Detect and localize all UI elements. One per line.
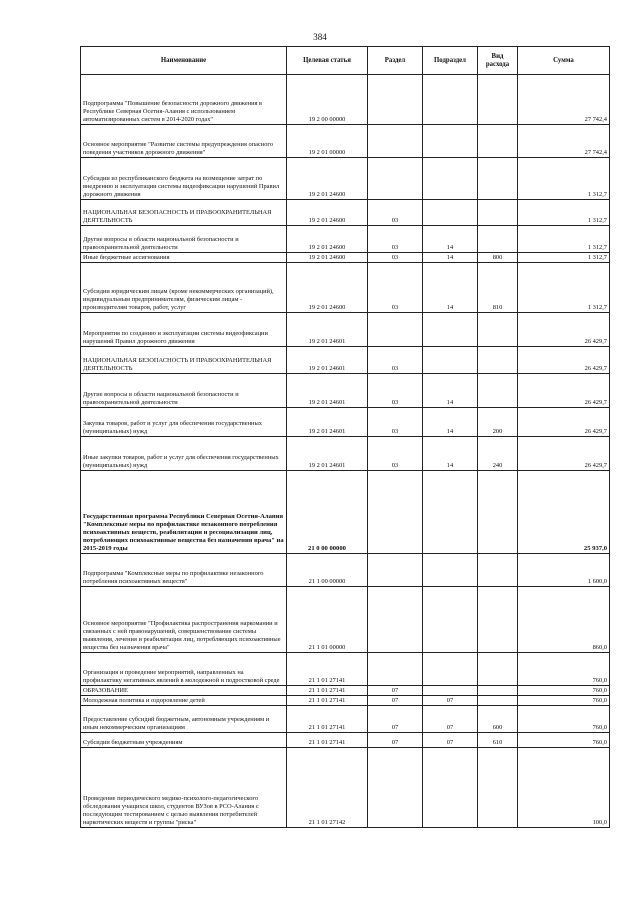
cell-expense-type	[478, 158, 518, 200]
table-row	[81, 471, 610, 554]
table-row	[81, 313, 610, 347]
cell-section: 03	[368, 253, 423, 263]
cell-expense-type	[478, 313, 518, 347]
cell-article: 21 1 00 00000	[287, 554, 368, 587]
cell-subsection	[423, 554, 478, 587]
cell-expense-type	[478, 696, 518, 706]
cell-subsection: 14	[423, 374, 478, 408]
cell-expense-type	[478, 75, 518, 125]
cell-amount: 27 742,4	[518, 75, 610, 125]
cell-expense-type	[478, 374, 518, 408]
cell-amount: 760,0	[518, 696, 610, 706]
cell-name: ОБРАЗОВАНИЕ	[81, 686, 287, 696]
cell-expense-type: 810	[478, 263, 518, 313]
cell-amount: 26 429,7	[518, 408, 610, 437]
cell-article: 21 1 01 27141	[287, 653, 368, 686]
cell-expense-type: 800	[478, 253, 518, 263]
cell-article: 19 2 01 24601	[287, 313, 368, 347]
cell-article: 21 1 01 27141	[287, 733, 368, 748]
table-row	[81, 437, 610, 471]
table-row	[81, 696, 610, 706]
cell-expense-type	[478, 200, 518, 226]
cell-article: 19 2 01 00000	[287, 125, 368, 158]
cell-amount: 25 937,0	[518, 471, 610, 554]
table-row	[81, 263, 610, 313]
cell-article: 21 1 01 27142	[287, 748, 368, 828]
cell-subsection	[423, 75, 478, 125]
table-header-row	[81, 47, 610, 75]
cell-amount: 760,0	[518, 686, 610, 696]
cell-expense-type: 600	[478, 706, 518, 733]
cell-subsection: 14	[423, 263, 478, 313]
cell-article: 19 2 01 24600	[287, 158, 368, 200]
cell-name: Основное мероприятие "Развитие системы предупреждения опасного поведения участников дорожного движения"	[81, 125, 287, 158]
cell-article: 21 0 00 00000	[287, 471, 368, 554]
cell-article: 19 2 01 24600	[287, 226, 368, 253]
table-row	[81, 158, 610, 200]
cell-section: 03	[368, 408, 423, 437]
cell-section	[368, 158, 423, 200]
cell-name: Предоставление субсидий бюджетным, автономным учреждениям и иным некоммерческим организациям	[81, 706, 287, 733]
cell-expense-type	[478, 347, 518, 374]
cell-section: 07	[368, 686, 423, 696]
cell-name: НАЦИОНАЛЬНАЯ БЕЗОПАСНОСТЬ И ПРАВООХРАНИТЕЛЬНАЯ ДЕЯТЕЛЬНОСТЬ	[81, 347, 287, 374]
cell-amount: 1 312,7	[518, 200, 610, 226]
cell-subsection	[423, 748, 478, 828]
cell-article: 21 1 01 27141	[287, 696, 368, 706]
header-section: Раздел	[368, 47, 423, 75]
cell-expense-type	[478, 226, 518, 253]
cell-subsection: 14	[423, 437, 478, 471]
cell-name: Проведение периодического медико-психолого-педагогического обследования учащихся школ, студентов ВУЗов в РСО-Алания с последующим тестированием с целью выявления потребителей наркотических веществ и группы "риска"	[81, 748, 287, 828]
header-amount: Сумма	[518, 47, 610, 75]
cell-name: Государственная программа Республики Северная Осетия-Алания "Комплексные меры по профилактике незаконного потребления психоактивных веществ, реабилитации и ресоциализации лиц, потребляющих психоактивные вещества без назначения врача" на 2015-2019 годы	[81, 471, 287, 554]
cell-subsection	[423, 158, 478, 200]
cell-subsection	[423, 200, 478, 226]
cell-name: Другие вопросы в области национальной безопасности и правоохранительной деятельности	[81, 374, 287, 408]
cell-expense-type: 610	[478, 733, 518, 748]
cell-section: 03	[368, 226, 423, 253]
cell-section	[368, 653, 423, 686]
cell-name: Субсидии из республиканского бюджета на возмещение затрат по внедрению и эксплуатации системы видеофиксации нарушений Правил дорожного движения	[81, 158, 287, 200]
table-row	[81, 200, 610, 226]
cell-section	[368, 313, 423, 347]
table-row	[81, 75, 610, 125]
cell-expense-type	[478, 748, 518, 828]
table-row	[81, 347, 610, 374]
table-row	[81, 253, 610, 263]
cell-subsection: 07	[423, 706, 478, 733]
cell-expense-type: 240	[478, 437, 518, 471]
cell-name: Организация и проведение мероприятий, направленных на профилактику негативных явлений в молодежной и подростковой среде	[81, 653, 287, 686]
cell-name: Молодежная политика и оздоровление детей	[81, 696, 287, 706]
header-subsection: Подраздел	[423, 47, 478, 75]
cell-subsection	[423, 125, 478, 158]
cell-amount: 1 312,7	[518, 263, 610, 313]
cell-name: Иные бюджетные ассигнования	[81, 253, 287, 263]
cell-amount: 760,0	[518, 706, 610, 733]
table-row	[81, 125, 610, 158]
cell-name: Другие вопросы в области национальной безопасности и правоохранительной деятельности	[81, 226, 287, 253]
budget-table	[80, 46, 610, 828]
cell-name: НАЦИОНАЛЬНАЯ БЕЗОПАСНОСТЬ И ПРАВООХРАНИТЕЛЬНАЯ ДЕЯТЕЛЬНОСТЬ	[81, 200, 287, 226]
cell-amount: 860,0	[518, 587, 610, 653]
header-expense-type: Вид расхода	[478, 47, 518, 75]
cell-section: 03	[368, 374, 423, 408]
cell-section: 03	[368, 347, 423, 374]
header-article: Целевая статья	[287, 47, 368, 75]
table-row	[81, 374, 610, 408]
cell-article: 19 2 01 24601	[287, 437, 368, 471]
table-row	[81, 733, 610, 748]
cell-article: 19 2 01 24601	[287, 347, 368, 374]
table-row	[81, 226, 610, 253]
table-row	[81, 408, 610, 437]
cell-subsection: 07	[423, 696, 478, 706]
cell-name: Подпрограмма "Повышение безопасности дорожного движения в Республике Северная Осетия-Алания с использованием автоматизированных систем в 2014-2020 годах"	[81, 75, 287, 125]
cell-amount: 26 429,7	[518, 437, 610, 471]
table-row	[81, 587, 610, 653]
cell-expense-type	[478, 686, 518, 696]
cell-amount: 760,0	[518, 733, 610, 748]
cell-expense-type	[478, 125, 518, 158]
cell-expense-type: 200	[478, 408, 518, 437]
table-row	[81, 686, 610, 696]
cell-name: Основное мероприятие "Профилактика распространения наркомании и связанных с ней правонарушений, совершенствование системы выявления, лечения и реабилитации лиц, потребляющих психоактивные вещества без назначения врача"	[81, 587, 287, 653]
table-row	[81, 554, 610, 587]
cell-name: Иные закупки товаров, работ и услуг для обеспечения государственных (муниципальных) нужд	[81, 437, 287, 471]
cell-subsection: 14	[423, 253, 478, 263]
cell-subsection: 07	[423, 733, 478, 748]
cell-section	[368, 471, 423, 554]
cell-amount: 1 600,0	[518, 554, 610, 587]
cell-section	[368, 75, 423, 125]
cell-subsection	[423, 653, 478, 686]
cell-name: Подпрограмма "Комплексные меры по профилактике незаконного потребления психоактивных веществ"	[81, 554, 287, 587]
cell-article: 19 2 01 24600	[287, 263, 368, 313]
cell-name: Мероприятия по созданию и эксплуатации системы видеофиксации нарушений Правил дорожного движения	[81, 313, 287, 347]
page-number: 384	[313, 32, 327, 42]
cell-expense-type	[478, 587, 518, 653]
cell-amount: 26 429,7	[518, 347, 610, 374]
cell-section: 03	[368, 200, 423, 226]
cell-subsection	[423, 471, 478, 554]
cell-subsection	[423, 686, 478, 696]
cell-subsection	[423, 313, 478, 347]
cell-section	[368, 554, 423, 587]
cell-name: Закупка товаров, работ и услуг для обеспечения государственных (муниципальных) нужд	[81, 408, 287, 437]
cell-amount: 1 312,7	[518, 226, 610, 253]
cell-name: Субсидии юридическим лицам (кроме некоммерческих организаций), индивидуальным предпринимателям, физическим лицам - производителям товаров, работ, услуг	[81, 263, 287, 313]
cell-section	[368, 748, 423, 828]
cell-section: 03	[368, 437, 423, 471]
cell-section: 07	[368, 733, 423, 748]
cell-article: 21 1 01 27141	[287, 706, 368, 733]
cell-article: 19 2 01 24600	[287, 253, 368, 263]
cell-amount: 760,0	[518, 653, 610, 686]
cell-section: 07	[368, 706, 423, 733]
cell-article: 21 1 01 27141	[287, 686, 368, 696]
header-name: Наименование	[81, 47, 287, 75]
cell-article: 19 2 00 00000	[287, 75, 368, 125]
cell-article: 21 1 01 00000	[287, 587, 368, 653]
cell-amount: 100,0	[518, 748, 610, 828]
cell-expense-type	[478, 471, 518, 554]
cell-article: 19 2 01 24600	[287, 200, 368, 226]
cell-section	[368, 587, 423, 653]
cell-section: 07	[368, 696, 423, 706]
cell-article: 19 2 01 24601	[287, 408, 368, 437]
cell-subsection	[423, 587, 478, 653]
cell-section	[368, 125, 423, 158]
cell-name: Субсидии бюджетным учреждениям	[81, 733, 287, 748]
cell-expense-type	[478, 653, 518, 686]
cell-amount: 27 742,4	[518, 125, 610, 158]
table-row	[81, 748, 610, 828]
cell-subsection: 14	[423, 226, 478, 253]
cell-article: 19 2 01 24601	[287, 374, 368, 408]
cell-section: 03	[368, 263, 423, 313]
cell-subsection	[423, 347, 478, 374]
cell-amount: 26 429,7	[518, 374, 610, 408]
cell-amount: 1 312,7	[518, 253, 610, 263]
table-row	[81, 653, 610, 686]
cell-amount: 1 312,7	[518, 158, 610, 200]
cell-amount: 26 429,7	[518, 313, 610, 347]
cell-expense-type	[478, 554, 518, 587]
cell-subsection: 14	[423, 408, 478, 437]
table-row	[81, 706, 610, 733]
